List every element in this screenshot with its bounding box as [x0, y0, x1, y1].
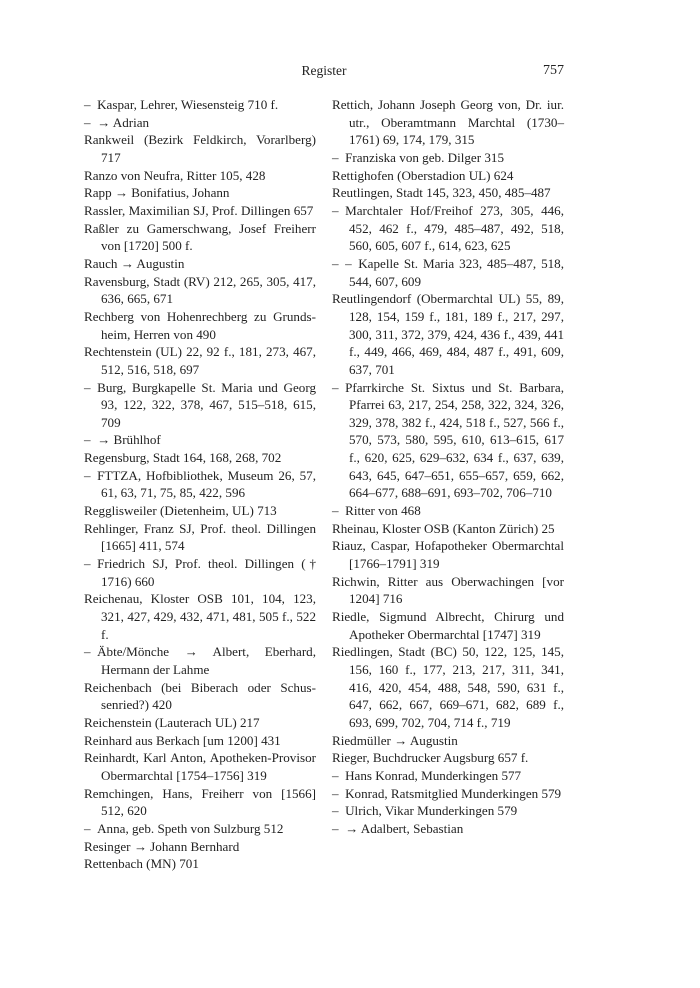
- index-entry: Rassler, Maximilian SJ, Prof. Dillingen 657: [84, 202, 314, 218]
- index-subentry: – FTTZA, Hofbibliothek, Museum 26, 57, 61, 63, 71, 75, 85, 422, 596: [84, 467, 316, 501]
- index-entry: Riedle, Sigmund Albrecht, Chirurg und Apotheker Obermarchtal [1747] 319: [332, 609, 564, 642]
- index-entry: Riauz, Caspar, Hofapotheker Obermarchtal [1766–1791] 319: [332, 538, 564, 572]
- index-column-right: [332, 96, 564, 838]
- running-title: Register: [301, 63, 347, 78]
- index-entry: Ranzo von Neufra, Ritter 105, 428: [84, 167, 266, 183]
- index-subentry: – → Brühlhof: [84, 432, 161, 448]
- index-subentry: – Franziska von geb. Dilger 315: [332, 149, 505, 165]
- index-entry: Remchingen, Hans, Freiherr von [1566] 512, 620: [84, 785, 316, 819]
- index-subentry: – Burg, Burgkapelle St. Maria und Georg 93, 122, 322, 378, 467, 515–518, 615, 709: [84, 379, 316, 430]
- index-entry: Regensburg, Stadt 164, 168, 268, 702: [84, 450, 282, 466]
- index-entry: Reichenau, Kloster OSB 101, 104, 123, 321, 427, 429, 432, 471, 481, 505 f., 522 f.: [84, 591, 316, 642]
- index-subentry: – Marchtaler Hof/Freihof 273, 305, 446, 452, 462 f., 479, 485–487, 492, 518, 560, 605, 607 f., 614, 623, 625: [332, 202, 564, 254]
- page-number: 757: [543, 63, 564, 78]
- index-entry: Rettenbach (MN) 701: [84, 856, 199, 872]
- index-entry: Rankweil (Bezirk Feldkirch, Vorarlberg) 717: [84, 132, 316, 165]
- index-subentry: – Kaspar, Lehrer, Wiesensteig 710 f.: [84, 97, 279, 112]
- index-entry: Richwin, Ritter aus Oberwachingen [vor 1204] 716: [332, 573, 564, 607]
- index-subentry: – Friedrich SJ, Prof. theol. Dillingen († 1716) 660: [84, 556, 316, 589]
- index-subentry: – Ulrich, Vikar Munderkingen 579: [332, 803, 518, 819]
- index-entry: Rapp → Bonifatius, Johann: [84, 185, 230, 201]
- index-entry: Riedmüller → Augustin: [332, 732, 458, 748]
- index-entry: Resinger → Johann Bernhard: [84, 838, 240, 854]
- index-entry: Reichenstein (Lauterach UL) 217: [84, 714, 260, 730]
- index-subentry: – → Adalbert, Sebastian: [332, 820, 464, 836]
- index-entry: Rehlinger, Franz SJ, Prof. theol. Dillingen [1665] 411, 574: [84, 520, 316, 554]
- index-entry: Reutlingendorf (Obermarchtal UL) 55, 89, 128, 154, 159 f., 181, 189 f., 217, 297, 300, 311, 372, 379, 424, 436 f., 439, 441 f., 449, 466, 469, 484, 487 f., 491, 609, 637, 701: [332, 291, 564, 377]
- index-subentry: – Anna, geb. Speth von Sulzburg 512: [84, 820, 284, 836]
- index-subentry: – Äbte/Mönche → Albert, Eberhard, Hermann der Lahme: [84, 644, 316, 677]
- index-entry: Rechberg von Hohenrechberg zu Grundsheim, Herren von 490: [84, 308, 316, 342]
- running-head: [0, 61, 700, 81]
- index-entry: Rauch → Augustin: [84, 255, 185, 271]
- index-entry: Riedlingen, Stadt (BC) 50, 122, 125, 145, 156, 160 f., 177, 213, 217, 311, 341, 416, 420, 454, 488, 548, 590, 631 f., 647, 662, 667, 669–671, 682, 689 f., 693, 699, 702, 704, 714 f., 719: [332, 644, 564, 730]
- index-entry: Rettighofen (Oberstadion UL) 624: [332, 167, 514, 183]
- index-entry: Reinhard aus Berkach [um 1200] 431: [84, 732, 281, 748]
- index-column-left: [84, 96, 316, 873]
- index-entry: Reichenbach (bei Biberach oder Schussenried?) 420: [84, 679, 316, 713]
- index-subentry: – Pfarrkirche St. Sixtus und St. Barbara, Pfarrei 63, 217, 254, 258, 322, 324, 326, 329, 378, 382 f., 424, 518 f., 527, 566 f., 570, 573, 580, 595, 610, 613–615, 617 f., 620, 625, 629–632, 634 f., 637, 639, 643, 645, 647–651, 655–657, 659, 662, 664–677, 688–691, 693–702, 706–710: [332, 379, 564, 501]
- index-entry: Ravensburg, Stadt (RV) 212, 265, 305, 417, 636, 665, 671: [84, 273, 316, 307]
- index-subentry: – → Adrian: [84, 114, 150, 130]
- index-subentry: – Hans Konrad, Munderkingen 577: [332, 767, 522, 783]
- index-entry: Rettich, Johann Joseph Georg von, Dr. iur. utr., Oberamtmann Marchtal (1730–1761) 69, 174, 179, 315: [332, 97, 564, 148]
- index-entry: Raßler zu Gamerschwang, Josef Freiherr von [1720] 500 f.: [84, 220, 316, 254]
- index-entry: Reutlingen, Stadt 145, 323, 450, 485–487: [332, 185, 551, 201]
- index-entry: Rechtenstein (UL) 22, 92 f., 181, 273, 467, 512, 516, 518, 697: [84, 344, 316, 377]
- index-entry: Rheinau, Kloster OSB (Kanton Zürich) 25: [332, 520, 555, 536]
- index-entry: Rieger, Buchdrucker Augsburg 657 f.: [332, 750, 529, 766]
- index-subentry: – – Kapelle St. Maria 323, 485–487, 518, 544, 607, 609: [332, 255, 564, 289]
- index-entry: Reinhardt, Karl Anton, Apotheken-Provisor Obermarchtal [1754–1756] 319: [84, 750, 316, 783]
- index-subentry: – Konrad, Ratsmitglied Munderkingen 579: [332, 785, 562, 801]
- index-entry: Regglisweiler (Dietenheim, UL) 713: [84, 503, 277, 519]
- index-subentry: – Ritter von 468: [332, 503, 421, 519]
